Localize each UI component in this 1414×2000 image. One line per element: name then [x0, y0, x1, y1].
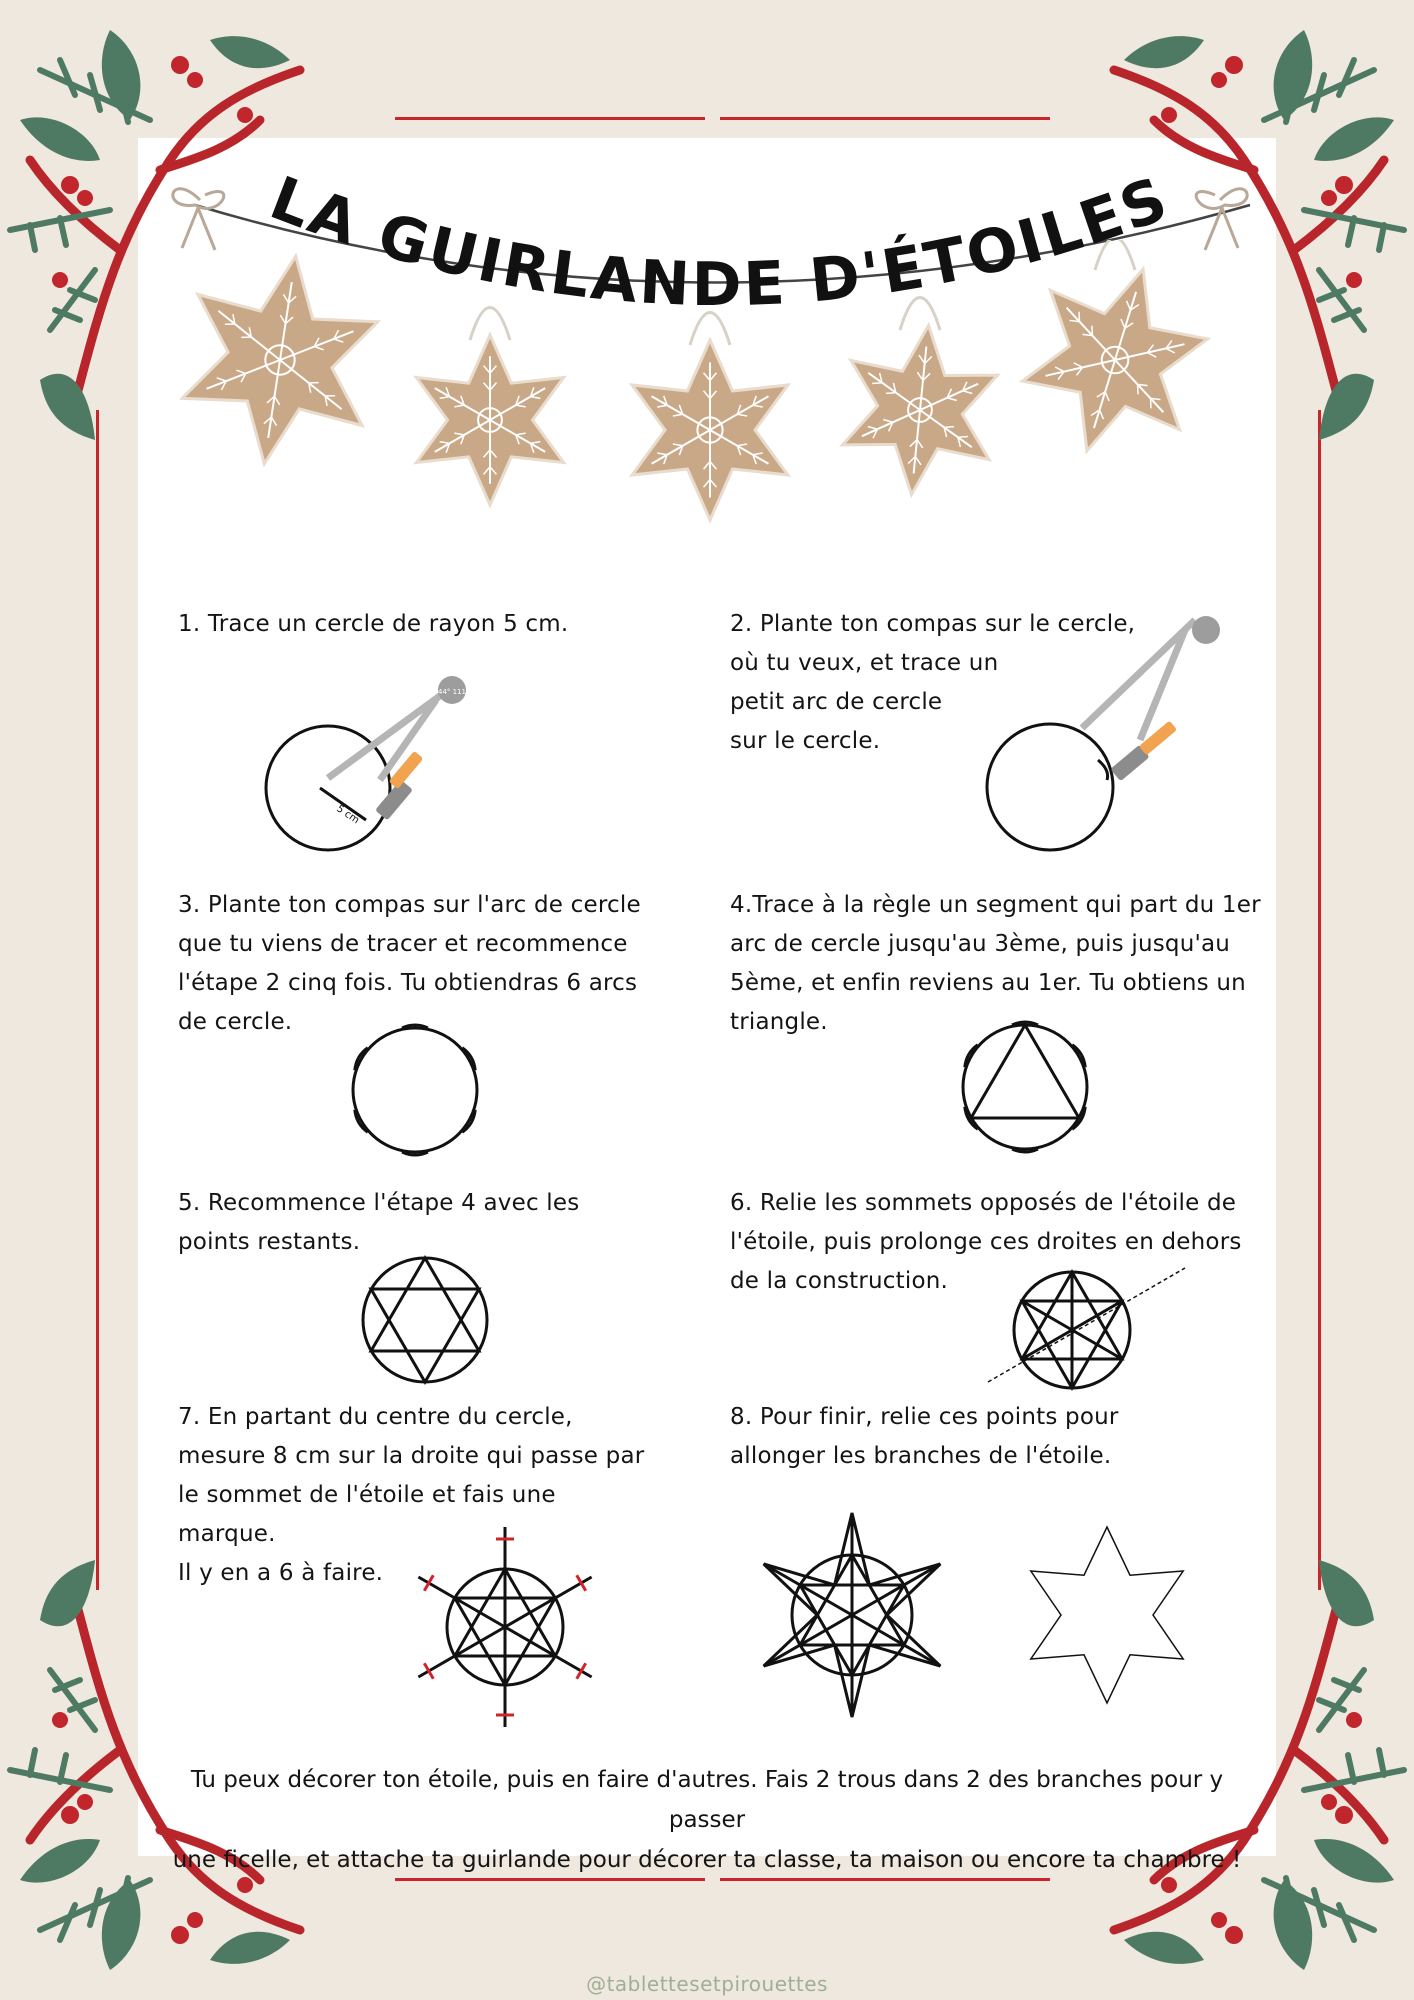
kraft-star-5 [1022, 240, 1207, 451]
figure-step-5 [355, 1250, 495, 1390]
final-star-outline [1031, 1527, 1183, 1703]
figure-step-6 [980, 1260, 1190, 1400]
compass-icon [1082, 616, 1220, 781]
construction-circle [963, 1025, 1087, 1149]
figure-step-7 [405, 1515, 605, 1740]
step-8-text: 8. Pour finir, relie ces points pour allonger les branches de l'étoile. [730, 1404, 1119, 1469]
step-1-text: 1. Trace un cercle de rayon 5 cm. [178, 611, 569, 637]
kraft-star-2 [416, 308, 563, 506]
red-mark [577, 1663, 586, 1679]
kraft-star-1 [182, 256, 378, 464]
figure-step-2 [980, 600, 1230, 860]
page-title: LA GUIRLANDE D'ÉTOILES [261, 163, 1179, 321]
step-3-text: 3. Plante ton compas sur l'arc de cercle que tu viens de tracer et recommence l'étape 2 cinq fois. Tu obtiendras 6 arcs de cercle. [178, 892, 641, 1035]
compass-icon [328, 676, 466, 820]
closing-text: Tu peux décorer ton étoile, puis en faire d'autres. Fais 2 trous dans 2 des branches pour y passer une ficelle, et attache ta guirlande pour décorer ta classe, ta maison ou encore ta chambre ! [172, 1767, 1242, 1873]
red-mark [577, 1575, 586, 1591]
frame-left [96, 410, 99, 1590]
construction-circle [987, 724, 1113, 850]
compass-dial-label: 44° 111 [438, 688, 466, 696]
kraft-star-4 [843, 298, 998, 495]
frame-top-right [720, 117, 1050, 120]
step-4-text: 4.Trace à la règle un segment qui part du 1er arc de cercle jusqu'au 3ème, puis jusqu'au 5ème, et enfin reviens au 1er. Tu obtiens un triangle. [730, 892, 1261, 1035]
figure-step-1 [240, 650, 500, 870]
step-8 [730, 1398, 1250, 1476]
figure-step-3 [340, 1010, 490, 1170]
kraft-star-3 [632, 313, 788, 521]
figure-step-8-construction [755, 1505, 950, 1720]
red-mark [424, 1663, 433, 1679]
step-7-text: 7. En partant du centre du cercle, mesure 8 cm sur la droite qui passe par le sommet de l'étoile et fais une marque. Il y en a 6 à faire. [178, 1404, 645, 1586]
construction-circle [363, 1258, 487, 1382]
step-2-text: 2. Plante ton compas sur le cercle, où tu veux, et trace un petit arc de cercle sur le cercle. [730, 611, 1136, 754]
frame-right [1318, 410, 1321, 1590]
figure-step-4 [945, 1000, 1105, 1170]
figure-step-8-final-star [1025, 1520, 1190, 1710]
red-mark [424, 1575, 433, 1591]
step-1 [178, 605, 678, 644]
small-arc [1098, 760, 1108, 780]
radius-label: 5 cm [334, 803, 362, 827]
footer-credit: @tablettesetpirouettes [586, 1972, 828, 1996]
frame-top-left [395, 117, 705, 120]
step-6-text: 6. Relie les sommets opposés de l'étoile de l'étoile, puis prolonge ces droites en dehors de la construction. [730, 1190, 1242, 1294]
step-5-text: 5. Recommence l'étape 4 avec les points restants. [178, 1190, 580, 1255]
construction-circle [353, 1028, 477, 1152]
star-garland-illustration [180, 240, 1260, 580]
